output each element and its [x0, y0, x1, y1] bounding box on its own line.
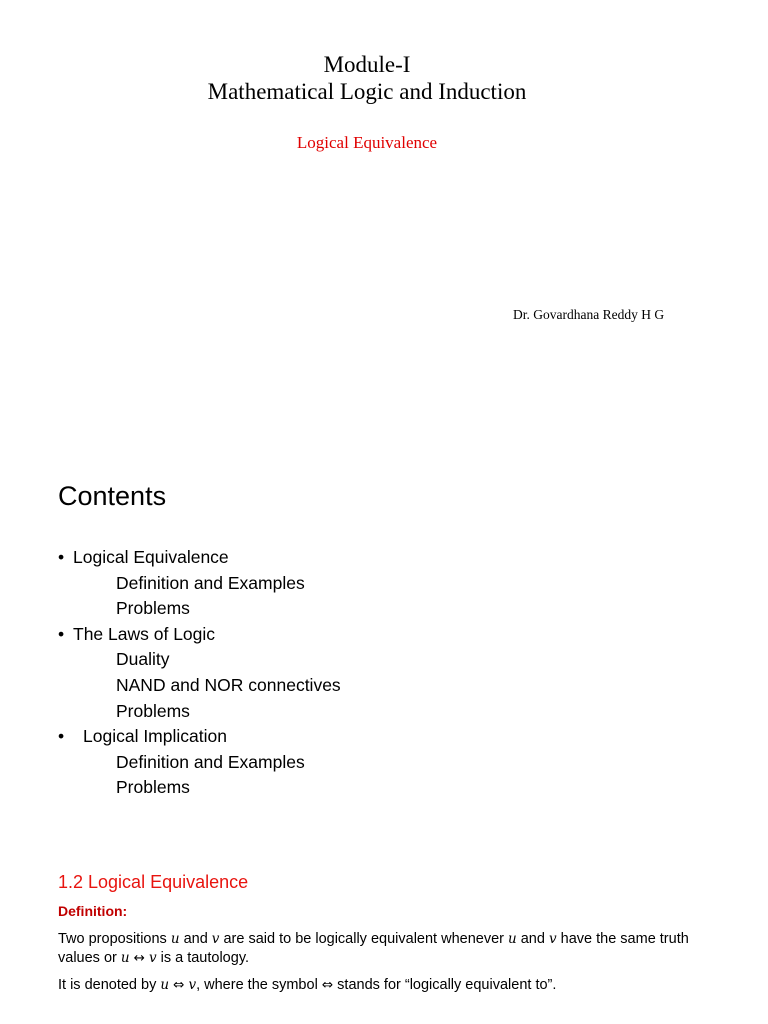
toc-subitem-label: Problems	[116, 700, 190, 721]
toc-item-label: Logical Implication	[83, 726, 227, 747]
toc-subitem-label: Problems	[116, 777, 190, 798]
toc-subitem-label: Problems	[116, 598, 190, 619]
biconditional-symbol: ↔	[133, 950, 145, 966]
math-variable: u	[160, 977, 170, 993]
author-name: Dr. Govardhana Reddy H G	[513, 307, 665, 322]
text-run: and	[516, 931, 549, 947]
contents-list	[58, 545, 678, 801]
toc-subitem-label: Definition and Examples	[116, 572, 305, 593]
toc-subitem	[58, 673, 678, 699]
math-variable: u	[508, 931, 517, 947]
text-run: Two propositions	[58, 931, 171, 947]
math-variable: v	[148, 950, 157, 966]
toc-subitem	[58, 750, 678, 776]
module-title: Module-I	[323, 52, 411, 77]
section-title: 1.2 Logical Equivalence	[58, 872, 249, 892]
toc-subitem	[58, 699, 678, 725]
math-variable: v	[211, 931, 220, 947]
toc-subitem	[58, 596, 678, 622]
equivalence-symbol: ⇔	[321, 977, 334, 993]
notation-paragraph	[58, 976, 728, 995]
text-run: stands for “logically equivalent to”.	[333, 977, 557, 993]
definition-paragraph	[58, 930, 728, 968]
math-variable: v	[548, 931, 557, 947]
toc-subitem	[58, 775, 678, 801]
text-run: have the same truth values or	[58, 931, 689, 966]
toc-item	[58, 545, 678, 571]
text-run: It is denoted by	[58, 977, 161, 993]
text-run: are said to be logically equivalent whenever	[219, 931, 509, 947]
toc-item-label: The Laws of Logic	[73, 623, 216, 644]
math-variable: v	[188, 977, 197, 993]
text-run: is a tautology.	[156, 950, 250, 966]
toc-subitem-label: NAND and NOR connectives	[116, 674, 341, 695]
topic-subtitle: Logical Equivalence	[296, 133, 438, 152]
text-run: and	[179, 931, 212, 947]
toc-subitem	[58, 571, 678, 597]
toc-subitem-label: Duality	[116, 649, 170, 670]
toc-item	[58, 622, 678, 648]
toc-subitem	[58, 647, 678, 673]
toc-subitem-label: Definition and Examples	[116, 751, 305, 772]
bullet-icon: •	[58, 726, 65, 747]
bullet-icon: •	[58, 623, 65, 644]
toc-item	[58, 724, 678, 750]
text-run: , where the symbol	[196, 977, 322, 993]
definition-label: Definition:	[58, 903, 128, 919]
course-title: Mathematical Logic and Induction	[207, 79, 527, 104]
math-variable: u	[120, 950, 130, 966]
math-variable: u	[170, 931, 180, 947]
contents-heading: Contents	[58, 481, 167, 511]
bullet-icon: •	[58, 547, 65, 567]
equivalence-symbol: ⇔	[173, 977, 185, 993]
toc-item-label: Logical Equivalence	[73, 547, 229, 567]
